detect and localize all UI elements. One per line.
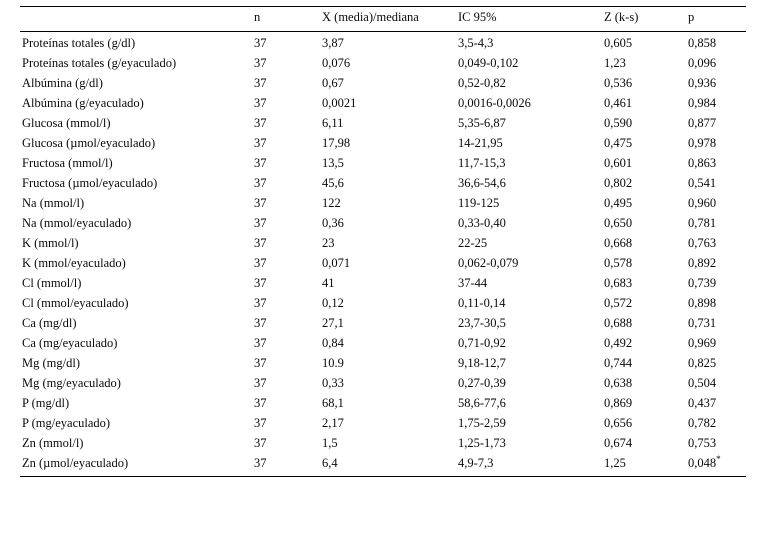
row-label: Fructosa (mmol/l)	[22, 156, 113, 170]
row-z: 0,590	[604, 116, 633, 130]
row-z: 0,668	[604, 236, 633, 250]
row-p-value: 0,437	[688, 396, 717, 410]
row-n: 37	[254, 116, 267, 130]
row-label: Ca (mg/dl)	[22, 316, 77, 330]
table-row	[20, 374, 746, 394]
row-mean: 23	[322, 236, 335, 250]
table-row	[20, 314, 746, 334]
row-p	[686, 414, 746, 434]
table-row	[20, 194, 746, 214]
table-row	[20, 32, 746, 54]
row-z: 0,461	[604, 96, 633, 110]
row-ic: 22-25	[458, 236, 488, 250]
row-label: P (mg/eyaculado)	[22, 416, 111, 430]
table-row	[20, 334, 746, 354]
row-ic: 0,062-0,079	[458, 256, 519, 270]
row-n: 37	[254, 56, 267, 70]
statistics-table	[20, 6, 746, 477]
row-ic: 3,5-4,3	[458, 36, 494, 50]
row-p-value: 0,984	[688, 96, 717, 110]
row-z: 0,492	[604, 336, 633, 350]
table-row	[20, 394, 746, 414]
row-p	[686, 32, 746, 54]
row-n: 37	[254, 136, 267, 150]
row-ic: 11,7-15,3	[458, 156, 506, 170]
row-mean: 1,5	[322, 436, 338, 450]
row-mean: 41	[322, 276, 335, 290]
row-p	[686, 54, 746, 74]
row-label: Albúmina (g/dl)	[22, 76, 103, 90]
row-p-value: 0,825	[688, 356, 717, 370]
row-mean: 0,67	[322, 76, 344, 90]
row-p	[686, 354, 746, 374]
row-label: Albúmina (g/eyaculado)	[22, 96, 144, 110]
table-row	[20, 294, 746, 314]
row-z: 0,638	[604, 376, 633, 390]
row-label: Cl (mmol/eyaculado)	[22, 296, 129, 310]
row-p-value: 0,504	[688, 376, 717, 390]
row-p-value: 0,753	[688, 436, 717, 450]
row-z: 1,23	[604, 56, 626, 70]
table-header	[20, 7, 746, 32]
row-z: 0,605	[604, 36, 633, 50]
row-p-value: 0,892	[688, 256, 717, 270]
table-row	[20, 74, 746, 94]
row-mean: 2,17	[322, 416, 344, 430]
row-n: 37	[254, 276, 267, 290]
row-p	[686, 154, 746, 174]
row-n: 37	[254, 416, 267, 430]
table-row	[20, 94, 746, 114]
row-p-value: 0,763	[688, 236, 717, 250]
row-p	[686, 314, 746, 334]
row-n: 37	[254, 216, 267, 230]
row-mean: 68,1	[322, 396, 344, 410]
row-n: 37	[254, 76, 267, 90]
row-ic: 0,0016-0,0026	[458, 96, 531, 110]
row-n: 37	[254, 336, 267, 350]
row-n: 37	[254, 356, 267, 370]
row-label: Zn (mmol/l)	[22, 436, 84, 450]
row-ic: 23,7-30,5	[458, 316, 506, 330]
row-n: 37	[254, 236, 267, 250]
row-mean: 13,5	[322, 156, 344, 170]
row-ic: 0,52-0,82	[458, 76, 506, 90]
table-body	[20, 32, 746, 477]
row-label: Mg (mg/eyaculado)	[22, 376, 121, 390]
row-mean: 27,1	[322, 316, 344, 330]
row-n: 37	[254, 36, 267, 50]
column-header-z: Z (k-s)	[602, 7, 686, 32]
row-z: 0,674	[604, 436, 633, 450]
significance-marker: *	[716, 453, 721, 464]
row-p-value: 0,978	[688, 136, 717, 150]
row-label: Na (mmol/eyaculado)	[22, 216, 132, 230]
row-p-value: 0,898	[688, 296, 717, 310]
row-ic: 5,35-6,87	[458, 116, 506, 130]
column-header-ic: IC 95%	[456, 7, 602, 32]
row-p	[686, 174, 746, 194]
row-ic: 1,75-2,59	[458, 416, 506, 430]
table-row	[20, 134, 746, 154]
row-n: 37	[254, 196, 267, 210]
row-mean: 45,6	[322, 176, 344, 190]
row-label: Zn (µmol/eyaculado)	[20, 454, 252, 476]
row-z: 0,578	[604, 256, 633, 270]
row-z: 0,650	[604, 216, 633, 230]
row-ic: 36,6-54,6	[458, 176, 506, 190]
row-label: Na (mmol/l)	[22, 196, 85, 210]
row-z: 0,601	[604, 156, 633, 170]
row-mean: 3,87	[322, 36, 344, 50]
row-ic: 9,18-12,7	[458, 356, 506, 370]
row-ic: 4,9-7,3	[456, 454, 602, 476]
row-p	[686, 394, 746, 414]
row-p-value: 0,969	[688, 336, 717, 350]
row-z: 0,495	[604, 196, 633, 210]
column-header-variable	[20, 7, 252, 32]
row-mean: 6,11	[322, 116, 344, 130]
row-z: 0,744	[604, 356, 633, 370]
table-row	[20, 414, 746, 434]
row-z: 1,25	[602, 454, 686, 476]
row-p	[686, 94, 746, 114]
row-p	[686, 74, 746, 94]
row-p-value: 0,781	[688, 216, 717, 230]
row-z: 0,572	[604, 296, 633, 310]
table-row	[20, 434, 746, 454]
row-n: 37	[254, 96, 267, 110]
row-ic: 0,33-0,40	[458, 216, 506, 230]
row-label: Glucosa (mmol/l)	[22, 116, 111, 130]
row-p	[686, 454, 746, 476]
row-label: Mg (mg/dl)	[22, 356, 80, 370]
row-ic: 119-125	[458, 196, 500, 210]
row-p-value: 0,960	[688, 196, 717, 210]
row-mean: 0,36	[322, 216, 344, 230]
row-ic: 0,71-0,92	[458, 336, 506, 350]
row-label: K (mmol/eyaculado)	[22, 256, 126, 270]
row-label: Proteínas totales (g/dl)	[22, 36, 136, 50]
row-p-value: 0,877	[688, 116, 717, 130]
row-ic: 37-44	[458, 276, 488, 290]
row-ic: 1,25-1,73	[458, 436, 506, 450]
row-ic: 0,049-0,102	[458, 56, 519, 70]
header-row	[20, 7, 746, 32]
row-z: 0,869	[604, 396, 633, 410]
row-z: 0,688	[604, 316, 633, 330]
row-z: 0,536	[604, 76, 633, 90]
row-mean: 0,071	[322, 256, 351, 270]
row-n: 37	[254, 436, 267, 450]
row-ic: 0,11-0,14	[458, 296, 506, 310]
row-n: 37	[254, 396, 267, 410]
row-p-value: 0,731	[688, 316, 717, 330]
row-label: Cl (mmol/l)	[22, 276, 82, 290]
row-p	[686, 134, 746, 154]
row-p	[686, 334, 746, 354]
row-mean: 0,33	[322, 376, 344, 390]
row-p	[686, 374, 746, 394]
row-n: 37	[252, 454, 320, 476]
row-n: 37	[254, 176, 267, 190]
column-header-mean: X (media)/mediana	[320, 7, 456, 32]
row-p-value: 0,936	[688, 76, 717, 90]
row-ic: 58,6-77,6	[458, 396, 506, 410]
row-mean: 0,0021	[322, 96, 357, 110]
table-row	[20, 354, 746, 374]
row-p	[686, 114, 746, 134]
row-n: 37	[254, 296, 267, 310]
row-z: 0,802	[604, 176, 633, 190]
row-label: K (mmol/l)	[22, 236, 79, 250]
table-row	[20, 234, 746, 254]
row-mean: 6,4	[320, 454, 456, 476]
row-mean: 17,98	[322, 136, 351, 150]
table-row	[20, 214, 746, 234]
row-mean: 0,84	[322, 336, 344, 350]
row-label: Glucosa (µmol/eyaculado)	[22, 136, 156, 150]
row-p-value: 0,739	[688, 276, 717, 290]
row-n: 37	[254, 316, 267, 330]
table-row	[20, 114, 746, 134]
row-p-value: 0,096	[688, 56, 717, 70]
table-row	[20, 154, 746, 174]
table-row	[20, 274, 746, 294]
row-p-value: 0,048	[688, 456, 717, 470]
row-n: 37	[254, 376, 267, 390]
row-n: 37	[254, 256, 267, 270]
row-label: Fructosa (µmol/eyaculado)	[22, 176, 158, 190]
row-p	[686, 274, 746, 294]
table-row	[20, 454, 746, 476]
row-p	[686, 214, 746, 234]
row-p	[686, 294, 746, 314]
row-p	[686, 194, 746, 214]
row-p-value: 0,858	[688, 36, 717, 50]
row-p	[686, 254, 746, 274]
row-p-value: 0,863	[688, 156, 717, 170]
row-z: 0,656	[604, 416, 633, 430]
column-header-p: p	[686, 7, 746, 32]
row-z: 0,475	[604, 136, 633, 150]
row-label: P (mg/dl)	[22, 396, 70, 410]
row-p-value: 0,541	[688, 176, 717, 190]
row-label: Ca (mg/eyaculado)	[22, 336, 118, 350]
row-z: 0,683	[604, 276, 633, 290]
table-row	[20, 254, 746, 274]
row-ic: 14-21,95	[458, 136, 503, 150]
table-row	[20, 54, 746, 74]
table-row	[20, 174, 746, 194]
row-p	[686, 234, 746, 254]
row-mean: 10.9	[322, 356, 344, 370]
row-label: Proteínas totales (g/eyaculado)	[22, 56, 177, 70]
row-mean: 122	[322, 196, 341, 210]
row-mean: 0,076	[322, 56, 351, 70]
row-mean: 0,12	[322, 296, 344, 310]
row-n: 37	[254, 156, 267, 170]
row-ic: 0,27-0,39	[458, 376, 506, 390]
row-p	[686, 434, 746, 454]
row-p-value: 0,782	[688, 416, 717, 430]
column-header-n: n	[252, 7, 320, 32]
